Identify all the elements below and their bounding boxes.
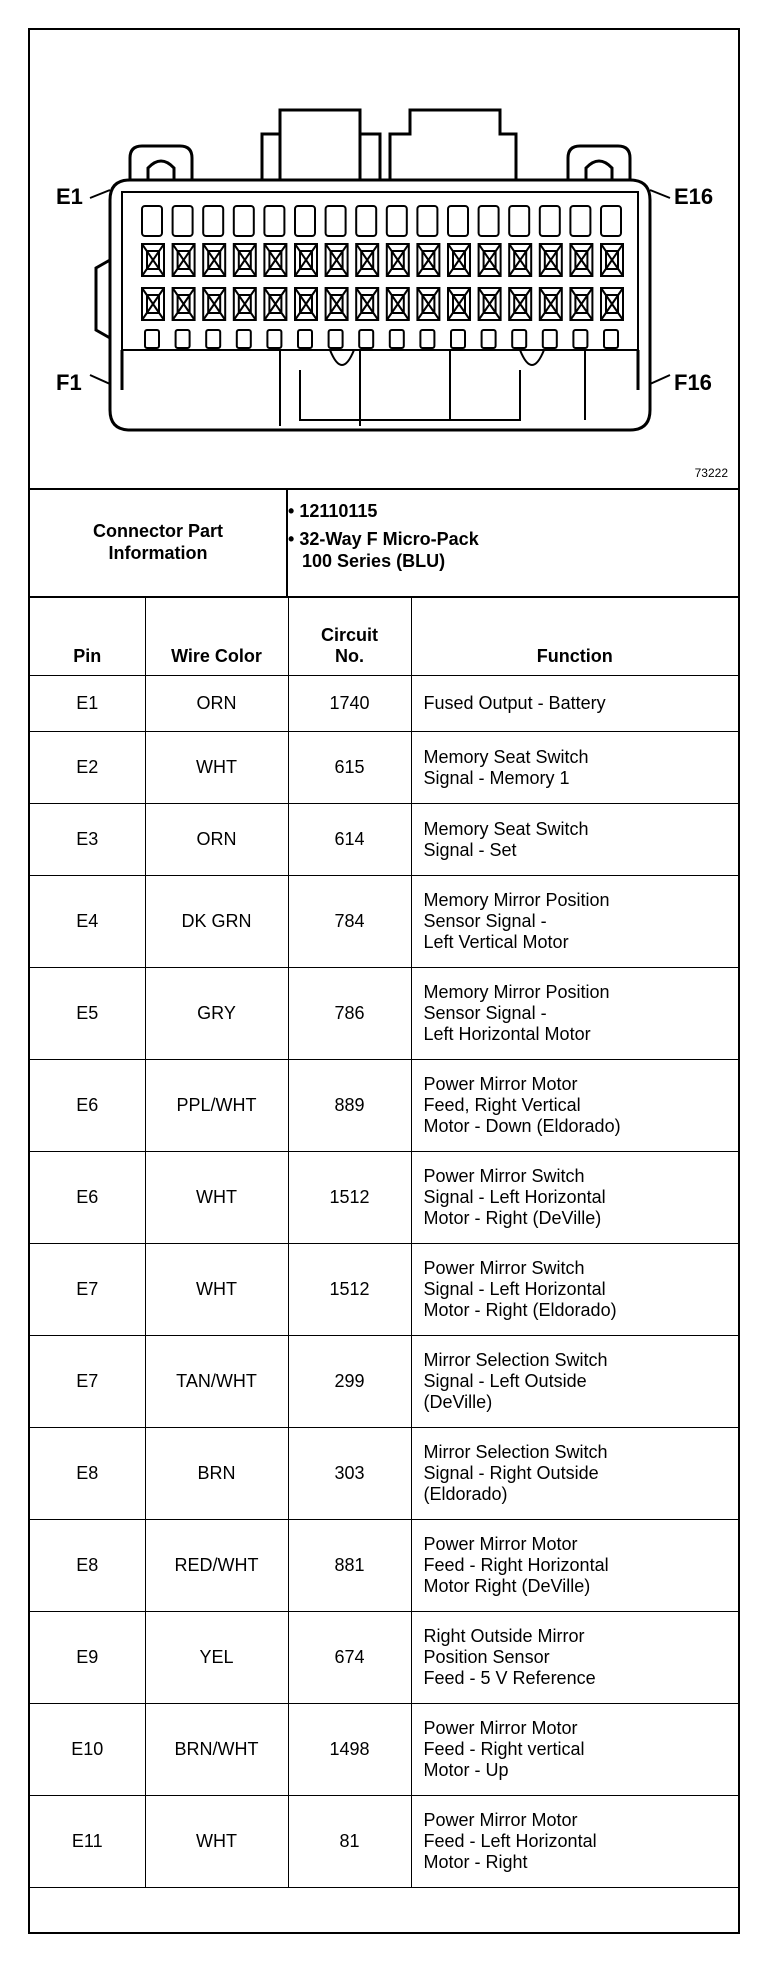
- figure-number: 73222: [694, 466, 728, 480]
- function-line: Left Vertical Motor: [423, 932, 569, 952]
- pinout-table: [30, 596, 738, 1888]
- terminal-top: [509, 206, 529, 236]
- wire-color-cell: WHT: [145, 1244, 288, 1336]
- label-f1: F1: [56, 370, 82, 395]
- function-cell: [411, 1428, 738, 1520]
- connector-type: • 32-Way F Micro-Pack 100 Series (BLU): [288, 529, 479, 571]
- terminal-top: [173, 206, 193, 236]
- function-cell: [411, 732, 738, 804]
- function-line: Power Mirror Motor: [423, 1534, 578, 1554]
- terminal-bottom: [390, 330, 404, 348]
- function-line: Memory Mirror Position: [423, 890, 610, 910]
- function-line: Memory Seat Switch: [423, 746, 589, 767]
- heading-line: Connector Part: [92, 521, 224, 541]
- pin-cell: E7: [30, 1244, 145, 1336]
- pin-cell: E6: [30, 1152, 145, 1244]
- terminal-bottom: [329, 330, 343, 348]
- pin-cell: E6: [30, 1060, 145, 1152]
- function-line: Sensor Signal -: [423, 911, 547, 931]
- terminal-bottom: [206, 330, 220, 348]
- header-wire-color: Wire Color: [145, 597, 288, 676]
- terminal-bottom: [237, 330, 251, 348]
- terminal-top: [356, 206, 376, 236]
- function-cell: [411, 1244, 738, 1336]
- function-line: Signal - Right Outside: [423, 1463, 599, 1483]
- table-row: [30, 732, 738, 804]
- terminal-top: [479, 206, 499, 236]
- terminal-top: [448, 206, 468, 236]
- function-cell: [411, 1336, 738, 1428]
- wire-color-cell: GRY: [145, 968, 288, 1060]
- connector-part-info: [30, 488, 738, 598]
- terminal-top: [264, 206, 284, 236]
- pin-cell: E3: [30, 804, 145, 876]
- function-line: Signal - Left Horizontal: [423, 1279, 606, 1299]
- function-line: Power Mirror Switch: [423, 1258, 585, 1278]
- function-line: Feed - 5 V Reference: [423, 1668, 596, 1688]
- function-line: Mirror Selection Switch: [423, 1350, 608, 1370]
- connector-info-details: [288, 500, 728, 578]
- pin-cell: E5: [30, 968, 145, 1060]
- function-line: Signal - Left Outside: [423, 1371, 587, 1391]
- table-row: [30, 1060, 738, 1152]
- function-line: Signal - Memory 1: [423, 767, 570, 788]
- pin-cell: E7: [30, 1336, 145, 1428]
- label-e1: E1: [56, 184, 83, 209]
- function-cell: [411, 1060, 738, 1152]
- circuit-no-cell: 614: [288, 804, 411, 876]
- function-line: Motor - Right (Eldorado): [423, 1300, 617, 1320]
- circuit-no-cell: 299: [288, 1336, 411, 1428]
- label-f16: F16: [674, 370, 712, 395]
- function-line: Left Horizontal Motor: [423, 1024, 591, 1044]
- pin-cell: E8: [30, 1428, 145, 1520]
- function-line: Power Mirror Motor: [423, 1074, 578, 1094]
- function-line: Motor - Right (DeVille): [423, 1208, 602, 1228]
- wire-color-cell: ORN: [145, 676, 288, 732]
- table-row: [30, 876, 738, 968]
- terminal-bottom: [451, 330, 465, 348]
- table-row: [30, 1244, 738, 1336]
- header-pin: Pin: [30, 597, 145, 676]
- terminal-top: [203, 206, 223, 236]
- function-cell: [411, 1796, 738, 1888]
- terminal-top: [326, 206, 346, 236]
- terminal-bottom: [298, 330, 312, 348]
- pin-cell: E9: [30, 1612, 145, 1704]
- wire-color-cell: PPL/WHT: [145, 1060, 288, 1152]
- function-line: Motor - Up: [423, 1760, 509, 1780]
- table-row: [30, 1336, 738, 1428]
- table-row: [30, 1704, 738, 1796]
- function-cell: [411, 1520, 738, 1612]
- function-line: Motor - Right: [423, 1852, 528, 1872]
- terminal-top: [234, 206, 254, 236]
- function-line: Memory Mirror Position: [423, 982, 610, 1002]
- wire-color-cell: WHT: [145, 732, 288, 804]
- wire-color-cell: WHT: [145, 1796, 288, 1888]
- terminal-bottom: [543, 330, 557, 348]
- terminal-top: [540, 206, 560, 236]
- circuit-no-cell: 81: [288, 1796, 411, 1888]
- part-number: • 12110115: [288, 501, 378, 521]
- function-line: Sensor Signal -: [423, 1003, 547, 1023]
- wire-color-cell: ORN: [145, 804, 288, 876]
- function-line: (DeVille): [423, 1392, 493, 1412]
- header-function: Function: [411, 597, 738, 676]
- function-line: Signal - Left Horizontal: [423, 1187, 606, 1207]
- table-row: [30, 968, 738, 1060]
- connector-diagram: [30, 30, 738, 490]
- function-line: Right Outside Mirror: [423, 1626, 585, 1646]
- wire-color-cell: TAN/WHT: [145, 1336, 288, 1428]
- function-cell: [411, 1704, 738, 1796]
- function-line: Mirror Selection Switch: [423, 1442, 608, 1462]
- circuit-no-cell: 1740: [288, 676, 411, 732]
- function-line: Power Mirror Motor: [423, 1810, 578, 1830]
- pin-cell: E4: [30, 876, 145, 968]
- circuit-no-cell: 303: [288, 1428, 411, 1520]
- pin-cell: E2: [30, 732, 145, 804]
- table-row: [30, 1612, 738, 1704]
- function-line: Motor Right (DeVille): [423, 1576, 591, 1596]
- circuit-no-cell: 1498: [288, 1704, 411, 1796]
- function-line: Memory Seat Switch: [423, 818, 589, 839]
- label-e16: E16: [674, 184, 714, 209]
- pin-cell: E1: [30, 676, 145, 732]
- wire-color-cell: WHT: [145, 1152, 288, 1244]
- table-row: [30, 1152, 738, 1244]
- table-header-row: [30, 597, 738, 676]
- function-line: Fused Output - Battery: [423, 693, 606, 713]
- function-line: Power Mirror Switch: [423, 1166, 585, 1186]
- wire-color-cell: BRN: [145, 1428, 288, 1520]
- terminal-bottom: [176, 330, 190, 348]
- terminal-bottom: [145, 330, 159, 348]
- function-line: Motor - Down (Eldorado): [423, 1116, 621, 1136]
- circuit-no-cell: 889: [288, 1060, 411, 1152]
- pin-cell: E11: [30, 1796, 145, 1888]
- function-cell: [411, 1612, 738, 1704]
- wire-color-cell: YEL: [145, 1612, 288, 1704]
- function-line: Power Mirror Motor: [423, 1718, 578, 1738]
- table-row: [30, 804, 738, 876]
- table-row: [30, 1428, 738, 1520]
- function-cell: [411, 968, 738, 1060]
- table-row: [30, 676, 738, 732]
- function-line: Feed, Right Vertical: [423, 1095, 581, 1115]
- heading-line: Information: [108, 543, 208, 563]
- terminal-top: [295, 206, 315, 236]
- connector-drawing: [30, 30, 738, 488]
- connector-sheet: [28, 28, 740, 1934]
- table-row: [30, 1520, 738, 1612]
- terminal-top: [417, 206, 437, 236]
- circuit-no-cell: 1512: [288, 1244, 411, 1336]
- connector-info-heading: [30, 488, 288, 596]
- function-cell: [411, 1152, 738, 1244]
- circuit-no-cell: 674: [288, 1612, 411, 1704]
- wire-color-cell: DK GRN: [145, 876, 288, 968]
- header-circuit-no: Circuit No.: [288, 597, 411, 676]
- function-cell: [411, 804, 738, 876]
- circuit-no-cell: 786: [288, 968, 411, 1060]
- terminal-top: [570, 206, 590, 236]
- table-row: [30, 1796, 738, 1888]
- function-line: Feed - Right vertical: [423, 1739, 585, 1759]
- circuit-no-cell: 784: [288, 876, 411, 968]
- function-line: Feed - Left Horizontal: [423, 1831, 597, 1851]
- circuit-no-cell: 881: [288, 1520, 411, 1612]
- terminal-bottom: [482, 330, 496, 348]
- wire-color-cell: BRN/WHT: [145, 1704, 288, 1796]
- function-line: Feed - Right Horizontal: [423, 1555, 609, 1575]
- terminal-bottom: [267, 330, 281, 348]
- circuit-no-cell: 1512: [288, 1152, 411, 1244]
- terminal-top: [601, 206, 621, 236]
- terminal-bottom: [359, 330, 373, 348]
- terminal-bottom: [420, 330, 434, 348]
- circuit-no-cell: 615: [288, 732, 411, 804]
- function-cell: [411, 876, 738, 968]
- function-cell: [411, 676, 738, 732]
- terminal-top: [142, 206, 162, 236]
- function-line: (Eldorado): [423, 1484, 508, 1504]
- connector-series: 100 Series (BLU): [302, 551, 446, 571]
- pin-cell: E8: [30, 1520, 145, 1612]
- wire-color-cell: RED/WHT: [145, 1520, 288, 1612]
- function-line: Signal - Set: [423, 839, 517, 860]
- function-line: Position Sensor: [423, 1647, 550, 1667]
- pin-cell: E10: [30, 1704, 145, 1796]
- terminal-bottom: [604, 330, 618, 348]
- terminal-bottom: [512, 330, 526, 348]
- terminal-bottom: [573, 330, 587, 348]
- terminal-top: [387, 206, 407, 236]
